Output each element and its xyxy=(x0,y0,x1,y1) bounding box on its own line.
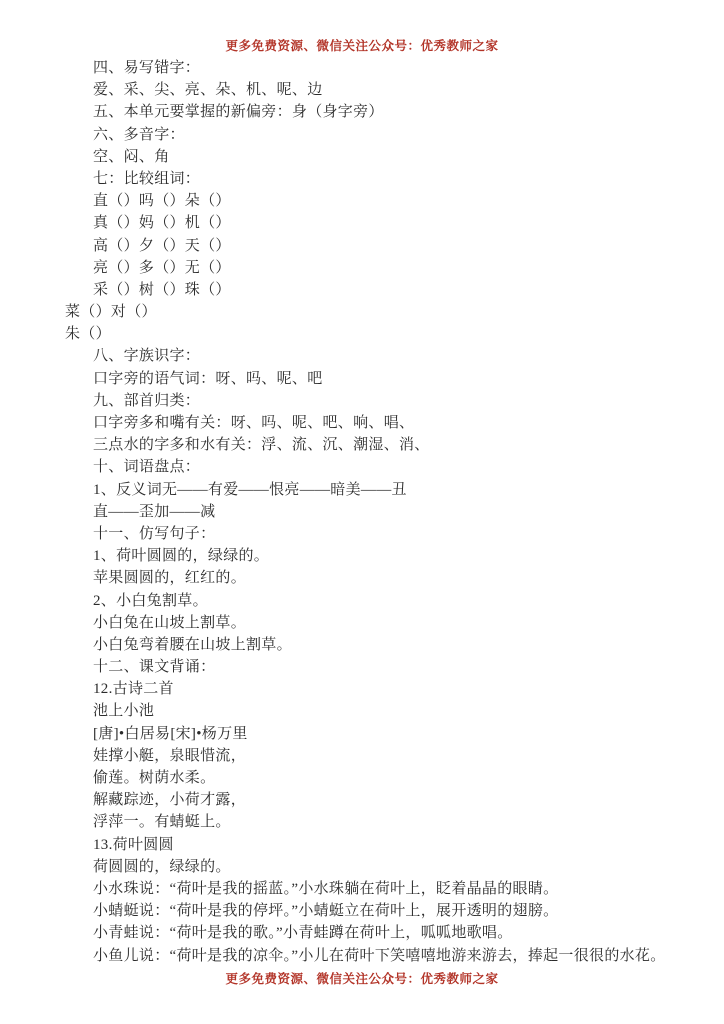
text-line: 朱（） xyxy=(65,326,111,343)
text-line: 十、词语盘点： xyxy=(93,459,201,476)
text-line: 苹果圆圆的，红红的。 xyxy=(93,570,247,587)
footer-watermark: 更多免费资源、微信关注公众号：优秀教师之家 xyxy=(225,972,499,986)
text-line: 口字旁多和嘴有关：呀、吗、呢、吧、响、唱、 xyxy=(93,415,415,431)
text-line: 1、荷叶圆圆的，绿绿的。 xyxy=(93,548,270,565)
header-watermark: 更多免费资源、微信关注公众号：优秀教师之家 xyxy=(225,39,499,53)
text-line: 小白兔在山坡上割草。 xyxy=(93,614,247,631)
text-line: 2、小白兔割草。 xyxy=(93,592,208,609)
text-line: 空、闷、角 xyxy=(93,148,170,165)
text-line: 六、多音字： xyxy=(93,126,185,143)
text-line: 小青蛙说：“荷叶是我的歌。”小青蛙蹲在荷叶上，呱呱地歌唱。 xyxy=(93,925,513,942)
text-line: 亮（）多（）无（） xyxy=(93,259,231,276)
text-line: 采（）树（）珠（） xyxy=(93,281,231,298)
text-line: 直——歪加——减 xyxy=(93,503,216,520)
text-line: 五、本单元要掌握的新偏旁：身（身字旁） xyxy=(93,104,384,121)
text-line: 九、部首归类： xyxy=(93,392,201,409)
text-line: 小蜻蜓说：“荷叶是我的停坪。”小蜻蜓立在荷叶上，展开透明的翅膀。 xyxy=(93,903,559,920)
text-line: 小鱼儿说：“荷叶是我的凉伞。”小儿在荷叶下笑嘻嘻地游来游去，捧起一很很的水花。 xyxy=(93,947,666,964)
text-line: 四、易写错字： xyxy=(93,60,201,76)
text-line: 口字旁的语气词：呀、吗、呢、吧 xyxy=(93,370,323,387)
text-line: 池上小池 xyxy=(93,703,155,720)
text-line: [唐]•白居易[宋]•杨万里 xyxy=(93,725,248,742)
text-line: 八、字族识字： xyxy=(93,348,201,365)
document-body xyxy=(65,57,714,967)
text-line: 浮萍一。有蜻蜓上。 xyxy=(93,814,231,831)
text-line: 1、反义词无——有爱——恨亮——暗美——丑 xyxy=(93,481,407,498)
text-line: 七：比较组词： xyxy=(93,170,201,187)
text-line: 荷圆圆的，绿绿的。 xyxy=(93,858,231,875)
text-line: 小水珠说：“荷叶是我的摇蓝。”小水珠躺在荷叶上，眨着晶晶的眼睛。 xyxy=(93,880,559,897)
text-line: 解藏踪迹，小荷才露， xyxy=(93,792,247,809)
text-line: 高（）夕（）天（） xyxy=(93,237,231,254)
text-line: 偷莲。树荫水柔。 xyxy=(93,770,216,786)
text-line: 菜（）对（） xyxy=(65,304,157,321)
text-line: 三点水的字多和水有关：浮、流、沉、潮湿、消、 xyxy=(93,437,430,454)
text-line: 十一、仿写句子： xyxy=(93,525,216,542)
text-line: 小白兔弯着腰在山坡上割草。 xyxy=(93,636,292,653)
text-line: 直（）吗（）朵（） xyxy=(93,193,231,210)
text-line: 十二、课文背诵： xyxy=(93,659,216,676)
text-line: 娃撑小艇，泉眼惜流， xyxy=(93,747,247,764)
text-line: 12.古诗二首 xyxy=(93,681,174,698)
text-line: 爱、采、尖、亮、朵、机、呢、边 xyxy=(93,82,323,99)
text-line: 13.荷叶圆圆 xyxy=(93,836,174,853)
text-line: 真（）妈（）机（） xyxy=(93,215,231,232)
